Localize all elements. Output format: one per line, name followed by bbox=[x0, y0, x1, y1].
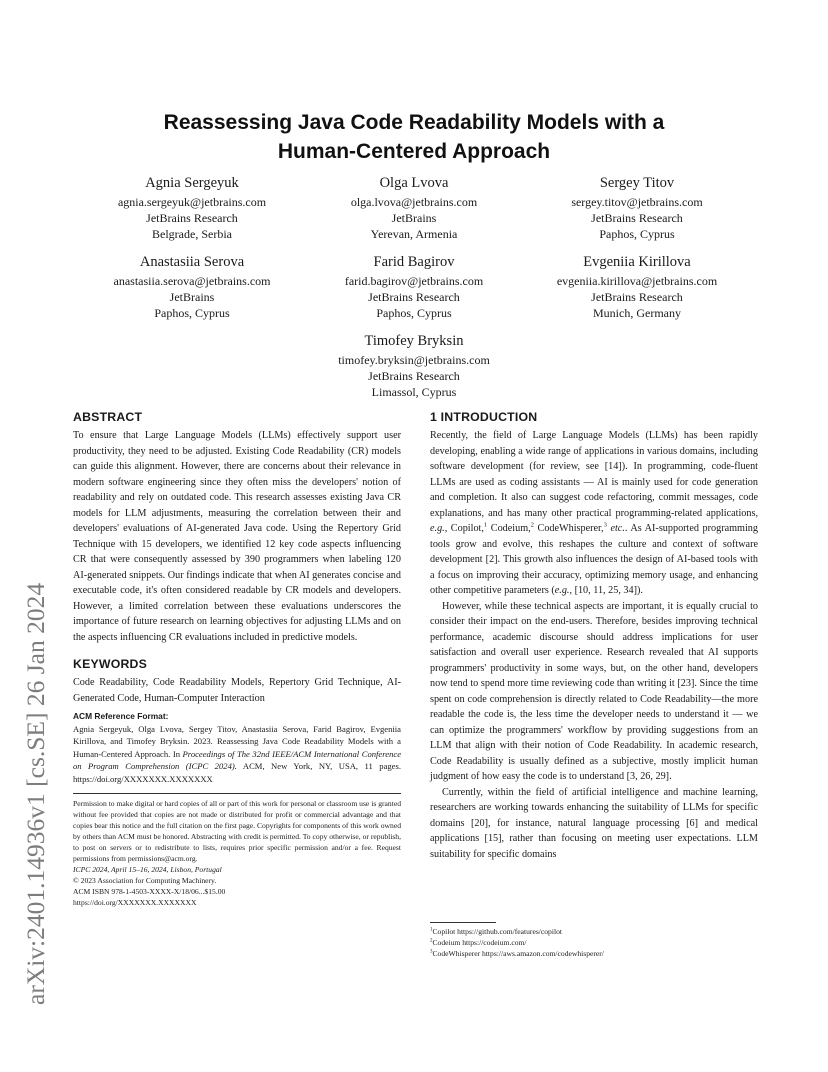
intro-text: . As AI-supported programming tools grow and evolve, this reshapes the culture and context of software development [2]. This growth also influences the design of AI-based tools with a focus on improving their accuracy, optimizing memory usage, and enhancing other competitive parameters ( bbox=[430, 523, 758, 596]
intro-paragraph-2: However, while these technical aspects are important, it is equally crucial to consider their impact on the end-users. Therefore, besides improving technical performance, academic discourse should address implications for user satisfaction and overall user experience. Research revealed that AI supports programmers' productivity in some ways, but, on the other hand, developers now tend to spend more time reviewing code than writing it [23]. Since the time spent on code comprehension is directly related to Code Readability—the more readable the code is, the less time the developer needs to understand it — we can optimize the programmers' workflow by providing suggestions from an LLM that align with their notion of Code Readability. In academic research, Code Readability is usually defined as a subjective, mostly implicit human judgment of how easy the code is to understand [3, 26, 29]. bbox=[430, 600, 758, 782]
author-email[interactable]: evgeniia.kirillova@jetbrains.com bbox=[556, 274, 718, 288]
keywords-text: Code Readability, Code Readability Models, Repertory Grid Technique, AI-Generated Code, Human-Computer Interaction bbox=[73, 677, 401, 704]
author-affiliation: JetBrains Research bbox=[368, 369, 460, 383]
acm-reference-text bbox=[73, 723, 401, 785]
acm-reference-heading: ACM Reference Format: bbox=[73, 711, 169, 721]
footnote-item bbox=[430, 926, 758, 937]
intro-text: CodeWhisperer, bbox=[533, 523, 604, 534]
author-email[interactable]: olga.lvova@jetbrains.com bbox=[350, 195, 478, 209]
arxiv-identifier-stamp: arXiv:2401.14936v1 [cs.SE] 26 Jan 2024 bbox=[21, 582, 50, 1005]
permission-notice: Permission to make digital or hard copies of all or part of this work for personal or classroom use is granted without fee provided that copies are not made or distributed for profit or commercial advantage and that copies bear this notice and the full citation on the first page. Copyrights for components of this work owned by others than ACM must be honored. Abstracting with credit is permitted. To copy otherwise, or republish, to post on servers or to redistribute to lists, requires prior specific permission and/or a fee. Request permissions from permissions@acm.org. bbox=[73, 799, 401, 864]
author-affiliation: JetBrains Research bbox=[591, 211, 683, 225]
author-affiliation: JetBrains Research bbox=[146, 211, 238, 225]
author-name: Farid Bagirov bbox=[373, 254, 455, 270]
paper-title bbox=[60, 108, 768, 166]
author-block bbox=[517, 174, 757, 242]
author-name: Sergey Titov bbox=[599, 175, 675, 191]
author-block bbox=[517, 253, 757, 321]
author-affiliation: JetBrains Research bbox=[368, 290, 460, 304]
author-block bbox=[72, 174, 312, 242]
author-email[interactable]: timofey.bryksin@jetbrains.com bbox=[338, 353, 490, 367]
paper-title-line-2: Human-Centered Approach bbox=[277, 140, 551, 163]
author-location: Yerevan, Armenia bbox=[370, 227, 458, 241]
footnote-item bbox=[430, 948, 758, 959]
author-name: Evgeniia Kirillova bbox=[583, 254, 691, 270]
intro-paragraph-1 bbox=[430, 428, 758, 599]
author-email[interactable]: anastasiia.serova@jetbrains.com bbox=[113, 274, 271, 288]
author-affiliation: JetBrains bbox=[391, 211, 437, 225]
footnote-number: 3 bbox=[430, 949, 433, 955]
introduction-heading: 1 INTRODUCTION bbox=[430, 410, 538, 424]
footnote-number: 1 bbox=[430, 927, 433, 933]
author-name: Timofey Bryksin bbox=[364, 333, 464, 349]
left-column bbox=[73, 408, 401, 908]
intro-text: e.g. bbox=[554, 585, 570, 596]
footnote-text[interactable]: CodeWhisperer https://aws.amazon.com/codewhisperer/ bbox=[432, 949, 604, 958]
author-location: Paphos, Cyprus bbox=[376, 306, 452, 320]
intro-text: etc. bbox=[606, 523, 625, 534]
footnote-text[interactable]: Codeium https://codeium.com/ bbox=[432, 938, 527, 947]
intro-text: Codeium, bbox=[487, 523, 531, 534]
footnote-ref[interactable]: 3 bbox=[603, 521, 607, 529]
author-block bbox=[294, 253, 534, 321]
footnote-divider bbox=[430, 922, 496, 923]
right-column bbox=[430, 408, 758, 862]
permission-divider bbox=[73, 793, 401, 794]
keywords-heading: KEYWORDS bbox=[73, 657, 148, 671]
author-name: Anastasiia Serova bbox=[139, 254, 245, 270]
author-location: Paphos, Cyprus bbox=[154, 306, 230, 320]
author-affiliation: JetBrains Research bbox=[591, 290, 683, 304]
conference-info: ICPC 2024, April 15–16, 2024, Lisbon, Portugal bbox=[73, 865, 222, 875]
author-affiliation: JetBrains bbox=[169, 290, 215, 304]
isbn-info: ACM ISBN 978-1-4503-XXXX-X/18/06...$15.00 bbox=[73, 887, 226, 897]
footnote-ref[interactable]: 1 bbox=[483, 521, 488, 529]
copyright-notice: © 2023 Association for Computing Machinery. bbox=[73, 876, 217, 886]
intro-text: e.g. bbox=[430, 523, 445, 534]
intro-text: Recently, the field of Large Language Models (LLMs) has been rapidly developing, enabling a wide range of applications in various domains, including software development (for review, see [14]). In programming, code-fluent LLMs are used as coding assistants — AI is mainly used for code generation and completion. It also can suggest code refactoring, commit messages, code explanations, and has many other practical programming-related applications, bbox=[430, 430, 758, 519]
author-block bbox=[72, 253, 312, 321]
footnote-item bbox=[430, 937, 758, 948]
paper-title-line-1: Reassessing Java Code Readability Models with a bbox=[163, 111, 665, 134]
footnotes bbox=[430, 922, 758, 959]
author-email[interactable]: sergey.titov@jetbrains.com bbox=[571, 195, 703, 209]
acm-reference-venue: Proceedings of The 32nd IEEE/ACM International Conference on Program Comprehension (ICPC 2024). bbox=[73, 748, 402, 772]
author-block bbox=[294, 174, 534, 242]
author-name: Agnia Sergeyuk bbox=[145, 175, 239, 191]
footnote-number: 2 bbox=[430, 938, 433, 944]
intro-paragraph-3: Currently, within the field of artificial intelligence and machine learning, researchers are working towards enhancing the suitability of LLMs for specific domains [20], for instance, natural language processing [6] and medical applications [15], rather than focusing on meeting user expectations. LLM suitability for specific domains bbox=[430, 786, 758, 860]
author-email[interactable]: agnia.sergeyuk@jetbrains.com bbox=[117, 195, 267, 209]
author-name: Olga Lvova bbox=[379, 175, 449, 191]
footnote-text[interactable]: Copilot https://github.com/features/copilot bbox=[432, 927, 562, 936]
author-location: Limassol, Cyprus bbox=[371, 385, 457, 399]
abstract-text: To ensure that Large Language Models (LLMs) effectively support user productivity, they need to be adjusted. Existing Code Readability (CR) models can guide this alignment. However, there are concerns about their relevance in modern software engineering since they often miss the developers' notion of readability and rely on outdated code. This research assesses existing Java CR models for LLM adjustments, measuring the correlation between their and developers' evaluations of AI-generated Java code. Using the Repertory Grid Technique with 15 developers, we identified 12 key code aspects influencing CR that were consequently assessed by 390 programmers when labeling 120 AI-generated snippets. Our findings indicate that when AI generates concise and executable code, it's often considered readable by CR models and developers. However, a limited correlation between these evaluations underscores the importance of future research on learning objectives for adjusting LLMs and on the aspects influencing CR evaluations included in predictive models. bbox=[73, 430, 401, 643]
acm-reference-authors: Agnia Sergeyuk, Olga Lvova, Sergey Titov, Anastasiia Serova, Farid Bagirov, Evgeniia Kirillova, and Timofey Bryksin. 2023. Reassessing Java Code Readability Models with a Human-Centered Approach. In bbox=[73, 724, 401, 759]
intro-text: , Copilot, bbox=[444, 523, 484, 534]
author-block bbox=[294, 332, 534, 400]
doi-link[interactable]: https://doi.org/XXXXXXX.XXXXXXX bbox=[73, 898, 197, 908]
abstract-heading: ABSTRACT bbox=[73, 410, 143, 424]
footnote-ref[interactable]: 2 bbox=[530, 521, 534, 529]
acm-reference-publisher: ACM, New York, NY, USA, 11 pages. https://doi.org/XXXXXXX.XXXXXXX bbox=[73, 761, 401, 784]
author-location: Paphos, Cyprus bbox=[599, 227, 675, 241]
author-email[interactable]: farid.bagirov@jetbrains.com bbox=[344, 274, 484, 288]
intro-text: , [10, 11, 25, 34]). bbox=[569, 585, 643, 596]
author-location: Belgrade, Serbia bbox=[152, 227, 232, 241]
author-location: Munich, Germany bbox=[593, 306, 681, 320]
